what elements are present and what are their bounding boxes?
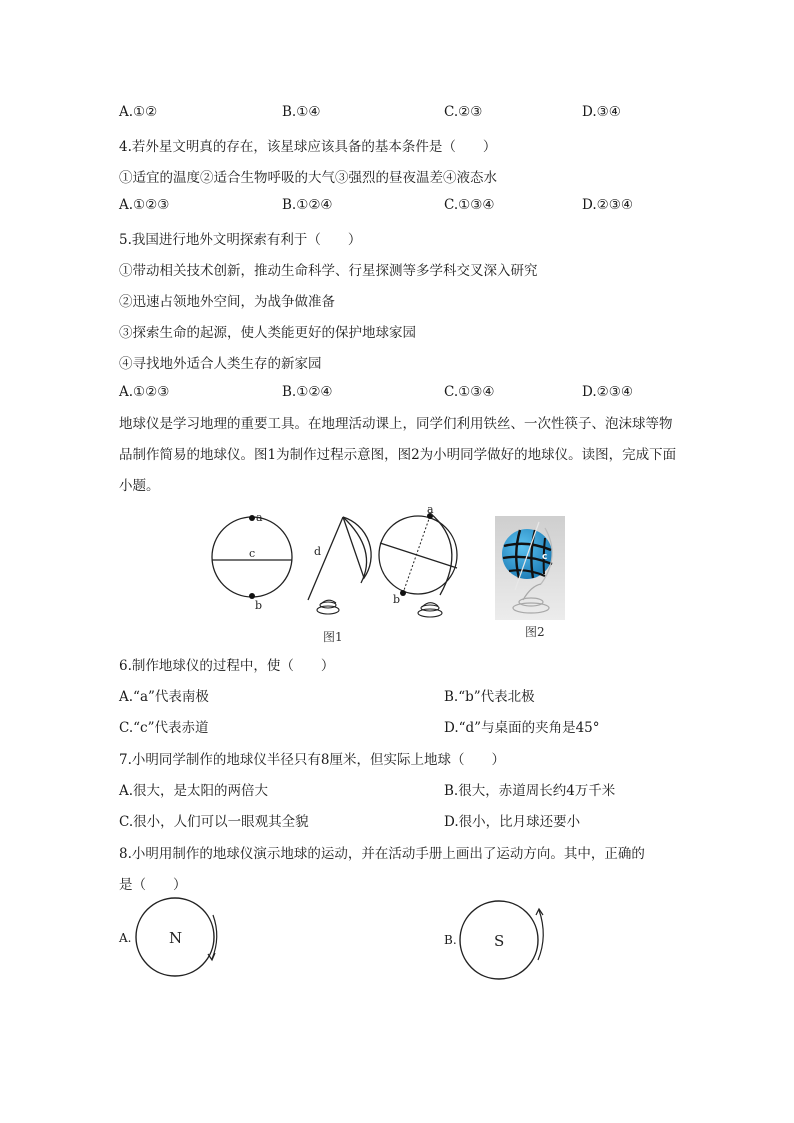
figure1-step2-half (308, 517, 371, 614)
pole-label-n: N (169, 929, 183, 947)
q8-stem-line1: 8.小明用制作的地球仪演示地球的运动，并在活动手册上画出了运动方向。其中，正确的 (119, 846, 645, 862)
q5-option-c: C.①③④ (444, 384, 495, 400)
label-d: d (314, 545, 322, 558)
label-b: b (255, 599, 263, 612)
q8-option-a-label: A. (119, 931, 132, 945)
q7-stem: 7.小明同学制作的地球仪半径只有8厘米，但实际上地球（ ） (119, 752, 505, 768)
q3-option-d: D.③④ (582, 104, 621, 120)
intro-paragraph: 地球仪是学习地理的重要工具。在地理活动课上，同学们利用铁丝、一次性筷子、泡沫球等物品制作简易的地球仪。图1为制作过程示意图，图2为小明同学做好的地球仪。读图，完成下面小题。 (119, 416, 677, 494)
q7-option-b: B.很大，赤道周长约4万千米 (444, 783, 616, 799)
q5-statement-1: ①带动相关技术创新，推动生命科学、行星探测等多学科交叉深入研究 (119, 263, 538, 279)
figure2-label-c: c (542, 552, 548, 562)
q4-option-d: D.②③④ (582, 197, 633, 213)
arrowhead-down-icon (208, 953, 215, 960)
q6-option-d: D.“d”与桌面的夹角是45° (444, 720, 600, 736)
q7-option-a: A.很大，是太阳的两倍大 (119, 783, 269, 799)
figure2-caption: 图2 (525, 625, 545, 639)
q5-option-d: D.②③④ (582, 384, 633, 400)
q5-statement-2: ②迅速占领地外空间，为战争做准备 (119, 294, 335, 310)
q4-statement: ①适宜的温度②适合生物呼吸的大气③强烈的昼夜温差④液态水 (119, 170, 497, 186)
q8-option-b-label: B. (444, 933, 457, 947)
q8-option-a-diagram (135, 895, 225, 979)
figure1-step3-globe (379, 503, 457, 617)
figure-1 (200, 505, 470, 625)
q5-option-a: A.①②③ (119, 384, 170, 400)
q4-option-b: B.①②④ (282, 197, 333, 213)
figure2-photo (495, 516, 565, 620)
q3-option-a: A.①② (119, 104, 158, 120)
q8-stem-line2: 是（ ） (119, 877, 187, 893)
q5-statement-3: ③探索生命的起源，使人类能更好的保护地球家园 (119, 325, 416, 341)
q4-stem: 4.若外星文明真的存在，该星球应该具备的基本条件是（ ） (119, 139, 497, 155)
q3-option-c: C.②③ (444, 104, 483, 120)
q6-stem: 6.制作地球仪的过程中，使（ ） (119, 658, 335, 674)
q7-option-d: D.很小，比月球还要小 (444, 814, 581, 830)
q3-option-b: B.①④ (282, 104, 321, 120)
q6-option-c: C.“c”代表赤道 (119, 720, 209, 736)
figure1-caption: 图1 (323, 630, 343, 644)
q4-option-a: A.①②③ (119, 197, 170, 213)
q6-option-b: B.“b”代表北极 (444, 689, 535, 705)
label-c: c (249, 547, 256, 560)
label-b-globe: b (393, 593, 401, 606)
pole-label-s: S (494, 932, 505, 950)
q7-option-c: C.很小，人们可以一眼观其全貌 (119, 814, 309, 830)
q5-option-b: B.①②④ (282, 384, 333, 400)
figure1-step1-circle (212, 511, 292, 612)
q5-statement-4: ④寻找地外适合人类生存的新家园 (119, 356, 322, 372)
q5-stem: 5.我国进行地外文明探索有利于（ ） (119, 232, 362, 248)
label-a: a (256, 511, 263, 524)
q6-option-a: A.“a”代表南极 (119, 689, 209, 705)
q4-option-c: C.①③④ (444, 197, 495, 213)
q8-option-b-diagram (459, 898, 554, 982)
label-a-globe: a (427, 503, 434, 516)
